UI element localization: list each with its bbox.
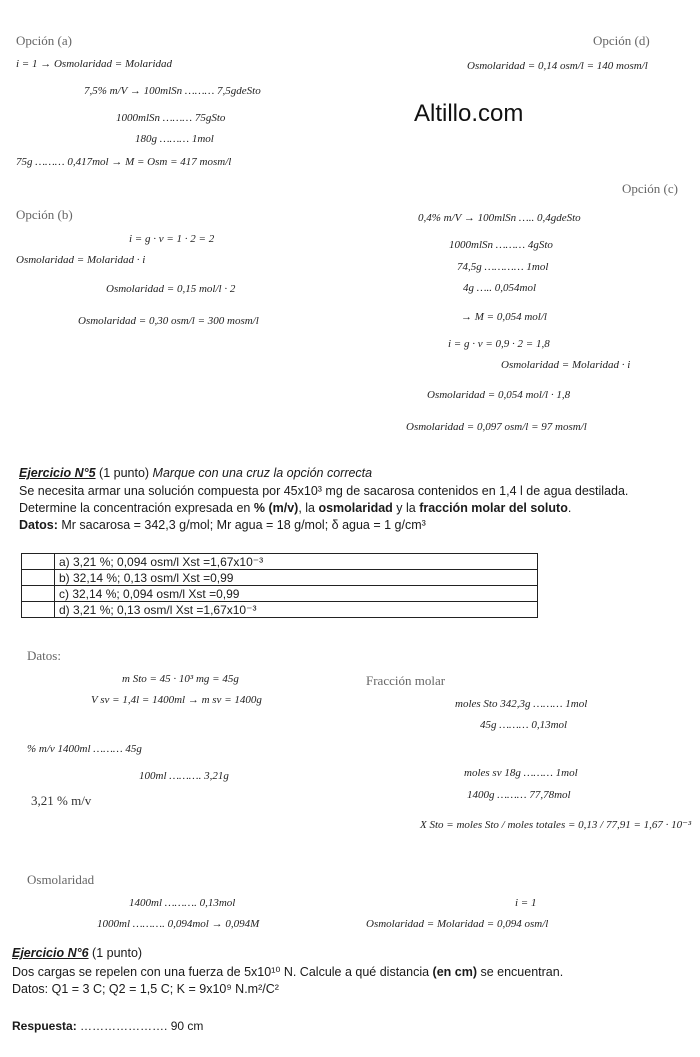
opt-c-line: Osmolaridad = 0,097 osm/l = 97 mosm/l: [406, 421, 587, 433]
sol-frac-line: moles sv 18g ……… 1mol: [464, 767, 578, 779]
opt-c-line: 4g ….. 0,054mol: [463, 282, 537, 294]
option-row[interactable]: [22, 570, 538, 586]
option-label: c) 32,14 %; 0,094 osm/l Xst =0,99: [55, 586, 538, 602]
sol-pct-line: 100ml ………. 3,21g: [139, 770, 229, 782]
ej5-points: (1 punto): [95, 466, 153, 480]
sol-osm-line: 1400ml ………. 0,13mol: [129, 897, 236, 909]
ej6-title-line: [12, 946, 142, 960]
opt-a-line: 7,5% m/V → 100mlSn ……… 7,5gdeSto: [84, 85, 261, 97]
opt-c-line: Osmolaridad = Molaridad · i: [501, 359, 631, 371]
sol-datos-line: V sv = 1,4l = 1400ml → m sv = 1400g: [91, 694, 262, 706]
opt-c-line: 74,5g ………… 1mol: [457, 261, 549, 273]
opt-a-line: i = 1 → Osmolaridad = Molaridad: [16, 58, 173, 70]
ej6-answer: [12, 1019, 203, 1033]
ej6-text: Dos cargas se repelen con una fuerza de 5x10¹⁰ N. Calcule a qué distancia: [12, 965, 433, 979]
opt-b-line: i = g · v = 1 · 2 = 2: [129, 233, 215, 245]
brand-watermark: Altillo.com: [414, 100, 524, 127]
sol-frac-line: 45g ……… 0,13mol: [480, 719, 568, 731]
ej6-text: se encuentran.: [477, 965, 564, 979]
ej5-q-bold: fracción molar del soluto: [419, 501, 568, 515]
sol-frac-line: moles Sto 342,3g ……… 1mol: [455, 698, 588, 710]
option-row[interactable]: [22, 586, 538, 602]
sol-datos-line: m Sto = 45 · 10³ mg = 45g: [122, 673, 239, 685]
ej5-datos-text: Mr sacarosa = 342,3 g/mol; Mr agua = 18 g/mol; δ agua = 1 g/cm³: [57, 518, 426, 532]
option-checkbox[interactable]: [22, 586, 55, 602]
heading-fraccion-molar: Fracción molar: [366, 673, 446, 688]
heading-option-d: Opción (d): [593, 33, 650, 48]
ej5-title: Ejercicio N°5: [19, 466, 96, 480]
ej5-q-bold: osmolaridad: [318, 501, 393, 515]
sol-frac-line: 1400g ……… 77,78mol: [467, 789, 571, 801]
ej5-question: [19, 501, 571, 515]
opt-c-line: → M = 0,054 mol/l: [461, 311, 547, 323]
ej5-datos-label: Datos:: [19, 518, 58, 532]
opt-b-line: Osmolaridad = Molaridad · i: [16, 254, 146, 266]
option-checkbox[interactable]: [22, 554, 55, 570]
heading-osmolaridad: Osmolaridad: [27, 872, 95, 887]
ej5-instruction: Marque con una cruz la opción correcta: [152, 466, 373, 480]
sol-osm-line: i = 1: [515, 897, 537, 909]
ej6-points: (1 punto): [88, 946, 143, 960]
opt-b-line: Osmolaridad = 0,15 mol/l · 2: [106, 283, 236, 295]
ej6-datos: Datos: Q1 = 3 C; Q2 = 1,5 C; K = 9x10⁹ N.m²/C²: [12, 982, 279, 996]
ej5-q-text: Determine la concentración expresada en: [19, 501, 254, 515]
opt-c-line: Osmolaridad = 0,054 mol/l · 1,8: [427, 389, 571, 401]
ej6-title: Ejercicio N°6: [12, 946, 89, 960]
ej5-title-line: [19, 466, 372, 480]
option-checkbox[interactable]: [22, 570, 55, 586]
ej5-q-bold: % (m/v): [253, 501, 299, 515]
answer-value: …………………. 90 cm: [76, 1019, 204, 1033]
ej5-statement: Se necesita armar una solución compuesta por 45x10³ mg de sacarosa contenidos en 1,4 l de agua destilada.: [19, 484, 629, 498]
heading-option-c: Opción (c): [622, 181, 678, 196]
opt-c-line: 0,4% m/V → 100mlSn ….. 0,4gdeSto: [418, 212, 581, 224]
heading-datos: Datos:: [27, 648, 61, 663]
option-row[interactable]: [22, 602, 538, 618]
ej6-bold: (en cm): [432, 965, 477, 979]
option-checkbox[interactable]: [22, 602, 55, 618]
sol-osm-line: 1000ml ………. 0,094mol → 0,094M: [97, 918, 260, 930]
opt-a-line: 180g ……… 1mol: [135, 133, 214, 145]
opt-d-line: Osmolaridad = 0,14 osm/l = 140 mosm/l: [467, 60, 648, 72]
option-row[interactable]: [22, 554, 538, 570]
heading-option-a: Opción (a): [16, 33, 72, 48]
ej5-q-text: , la: [298, 501, 319, 515]
opt-a-line: 75g ……… 0,417mol → M = Osm = 417 mosm/l: [16, 156, 232, 168]
answer-label: Respuesta:: [12, 1019, 77, 1033]
opt-b-line: Osmolaridad = 0,30 osm/l = 300 mosm/l: [78, 315, 259, 327]
option-label: d) 3,21 %; 0,13 osm/l Xst =1,67x10⁻³: [55, 602, 538, 618]
sol-pct-line: % m/v 1400ml ……… 45g: [27, 743, 142, 755]
opt-a-line: 1000mlSn ……… 75gSto: [116, 112, 226, 124]
ej5-q-text: y la: [392, 501, 420, 515]
option-label: b) 32,14 %; 0,13 osm/l Xst =0,99: [55, 570, 538, 586]
heading-option-b: Opción (b): [16, 207, 73, 222]
opt-c-line: i = g · v = 0,9 · 2 = 1,8: [448, 338, 550, 350]
sol-osm-line: Osmolaridad = Molaridad = 0,094 osm/l: [366, 918, 549, 930]
opt-c-line: 1000mlSn ……… 4gSto: [449, 239, 553, 251]
option-label: a) 3,21 %; 0,094 osm/l Xst =1,67x10⁻³: [55, 554, 538, 570]
sol-frac-result: X Sto = moles Sto / moles totales = 0,13 / 77,91 = 1,67 · 10⁻³: [420, 819, 692, 831]
ej6-statement: [12, 964, 563, 979]
sol-pct-result: 3,21 % m/v: [31, 793, 92, 808]
ej5-datos: [19, 518, 426, 532]
ej5-q-text: .: [567, 501, 572, 515]
options-table: [21, 553, 538, 618]
